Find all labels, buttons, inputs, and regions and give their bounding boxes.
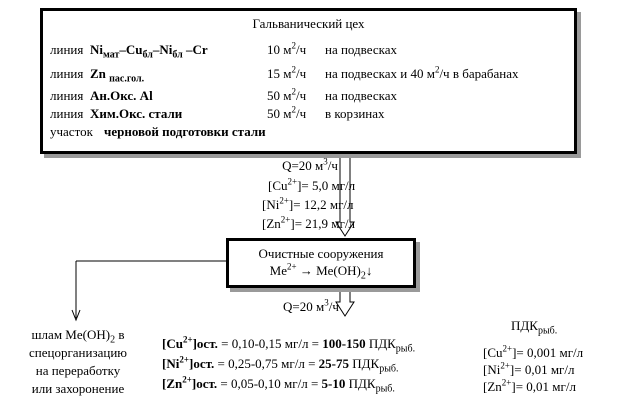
line-rate: 50 $м^2/ч$ [267, 86, 307, 103]
sludge-line: на переработку [35, 363, 121, 378]
line-prefix: линия [50, 88, 84, 103]
line-note: на подвесках [325, 42, 397, 57]
inflow-zn [262, 216, 355, 231]
sludge-line: спецорганизацию [28, 345, 127, 360]
line-prefix: линия [50, 106, 84, 121]
ion-label: $[Cu^{2+}]$ [268, 176, 302, 193]
pdk-ni: $[Ni^{2+}]= 0,01$ мг/л [483, 360, 575, 377]
pdk-zn: $[Zn^{2+}]= 0,01$ мг/л [483, 377, 576, 394]
pdk-cu: $[Cu^{2+}]= 0,001$ мг/л [483, 343, 584, 360]
treatment-reaction: $Me^{2+}$ → $Me(OH)_2↓$ [269, 261, 373, 282]
line-prefix: линия [50, 66, 84, 81]
sludge-line: или захоронение [31, 381, 125, 396]
ion-value: = 5,0 мг/л [301, 178, 356, 193]
line-rate: 10 $м^2/ч$ [267, 40, 307, 57]
ion-value: = 12,2 мг/л [293, 197, 354, 212]
treatment-title: Очистные сооружения [258, 246, 384, 261]
residual-cu: $[Cu^{2+}]ост$. = 0,10-0,15 мг/л = 100-150 $ПДК_{рыб.}$ [162, 334, 416, 355]
ion-value: = 21,9 мг/л [294, 216, 355, 231]
prep-prefix: участок [50, 124, 93, 139]
line-rate: 15 $м^2/ч$ [267, 64, 307, 81]
line-name: Хим.Окс. стали [90, 106, 183, 121]
ion-label: $[Ni^{2+}]$ [262, 195, 294, 212]
ion-label: $[Zn^{2+}]$ [262, 214, 295, 231]
pdk-title: $ПДК_{рыб.}$ [511, 318, 558, 337]
shop-title: Гальванический цех [252, 16, 365, 31]
line-prefix: линия [50, 42, 84, 57]
residual-zn: $[Zn^{2+}]ост$. = 0,05-0,10 мг/л = 5-10 $ПДК_{рыб.}$ [162, 374, 395, 395]
line-note: на подвесках [325, 88, 397, 103]
line-name: $Ni_{мат}-Cu_{бл}-Ni_{бл}$ –Cr [90, 42, 208, 61]
outflow-q: Q=20 $м^3/ч$ [283, 297, 339, 314]
inflow-ni [262, 197, 354, 212]
galvanic-shop-box [40, 8, 577, 154]
line-name: Zn $_{пас.гол.}$ [90, 66, 145, 85]
residual-ni: $[Ni^{2+}]ост$. = 0,25-0,75 мг/л = 25-75 $ПДК_{рыб.}$ [162, 354, 399, 375]
prep-name: черновой подготовки стали [104, 124, 266, 139]
line-name: Ан.Окс. Al [90, 88, 153, 103]
sludge-line: шлам $Me(OH)_2$ в [31, 327, 125, 346]
line-note: на подвесках и 40 $м^2/ч$ в барабанах [325, 64, 519, 81]
treatment-box [226, 238, 416, 288]
line-note: в корзинах [325, 106, 385, 121]
line-rate: 50 $м^2/ч$ [267, 104, 307, 121]
inflow-cu [268, 178, 355, 193]
inflow-q: Q=20 $м^3/ч$ [282, 156, 338, 173]
